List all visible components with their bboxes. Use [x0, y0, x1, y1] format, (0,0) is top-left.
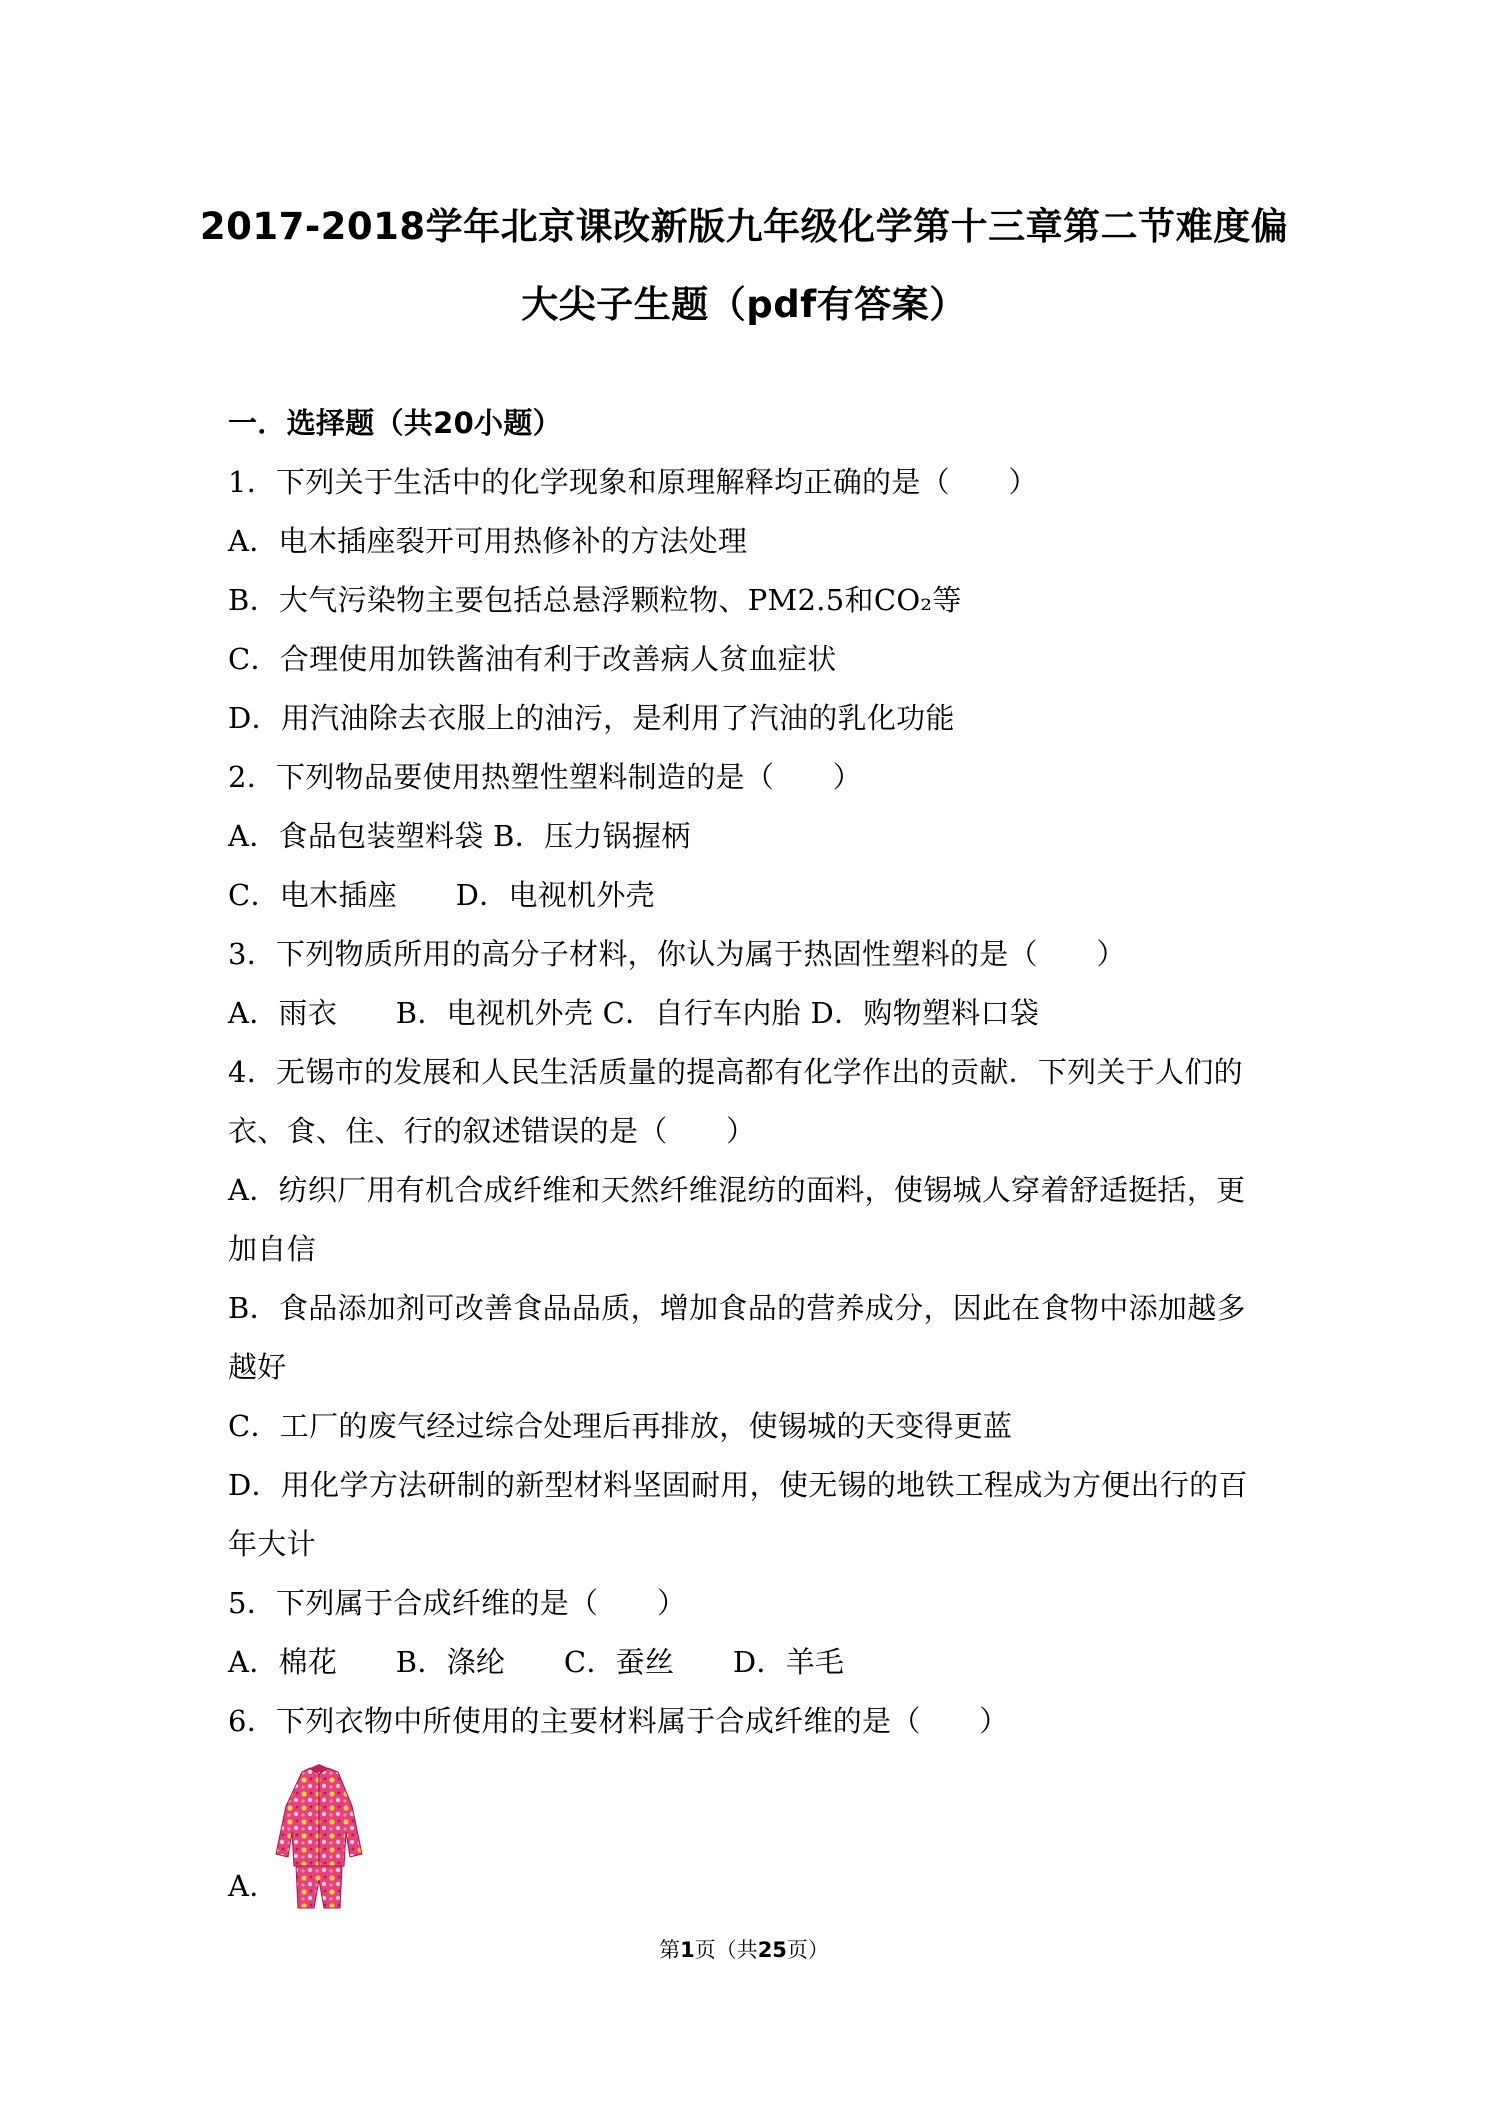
question-1-stem: 1．下列关于生活中的化学现象和原理解释均正确的是（ ）	[228, 465, 1038, 499]
question-2-options-ab: A．食品包装塑料袋 B．压力锅握柄	[228, 819, 691, 853]
document-title-line-1: 2017-2018学年北京课改新版九年级化学第十三章第二节难度偏	[199, 205, 1289, 248]
footer-page-number: 1	[680, 1938, 695, 1962]
footer-total-pages: 25	[757, 1938, 787, 1962]
document-title-line-2: 大尖子生题（pdf有答案）	[521, 283, 967, 326]
footer-suffix: 页）	[786, 1938, 829, 1962]
question-1-option-b: B．大气污染物主要包括总悬浮颗粒物、PM2.5和CO₂等	[228, 583, 962, 617]
page-footer	[0, 1934, 1488, 1964]
question-3-stem: 3．下列物质所用的高分子材料，你认为属于热固性塑料的是（ ）	[228, 937, 1126, 971]
question-3-options: A．雨衣 B．电视机外壳 C．自行车内胎 D．购物塑料口袋	[228, 996, 1040, 1030]
question-4-option-a-line-2: 加自信	[228, 1232, 316, 1266]
question-6-option-a-label: A．	[228, 1869, 279, 1903]
question-4-stem-line-2: 衣、食、住、行的叙述错误的是（ ）	[228, 1114, 756, 1148]
garment-image	[272, 1762, 366, 1912]
question-6-stem: 6．下列衣物中所使用的主要材料属于合成纤维的是（ ）	[228, 1704, 1009, 1738]
footer-prefix: 第	[659, 1938, 681, 1962]
question-2-stem: 2．下列物品要使用热塑性塑料制造的是（ ）	[228, 760, 863, 794]
question-4-option-d-line-2: 年大计	[228, 1527, 316, 1561]
question-4-option-b-line-1: B．食品添加剂可改善食品品质，增加食品的营养成分，因此在食物中添加越多	[228, 1291, 1246, 1325]
question-4-option-d-line-1: D．用化学方法研制的新型材料坚固耐用，使无锡的地铁工程成为方便出行的百	[228, 1468, 1248, 1502]
footer-middle: 页（共	[694, 1938, 758, 1962]
question-5-options: A．棉花 B．涤纶 C．蚕丝 D．羊毛	[228, 1645, 845, 1679]
question-5-stem: 5．下列属于合成纤维的是（ ）	[228, 1586, 687, 1620]
question-2-options-cd: C．电木插座 D．电视机外壳	[228, 878, 655, 912]
question-1-option-d: D．用汽油除去衣服上的油污，是利用了汽油的乳化功能	[228, 701, 955, 735]
question-4-option-b-line-2: 越好	[228, 1350, 287, 1384]
question-4-stem-line-1: 4．无锡市的发展和人民生活质量的提高都有化学作出的贡献．下列关于人们的	[228, 1055, 1243, 1089]
question-4-option-a-line-1: A．纺织厂用有机合成纤维和天然纤维混纺的面料，使锡城人穿着舒适挺括，更	[228, 1173, 1246, 1207]
section-heading: 一．选择题（共20小题）	[228, 406, 562, 440]
question-1-option-c: C．合理使用加铁酱油有利于改善病人贫血症状	[228, 642, 837, 676]
question-4-option-c: C．工厂的废气经过综合处理后再排放，使锡城的天变得更蓝	[228, 1409, 1013, 1443]
question-1-option-a: A．电木插座裂开可用热修补的方法处理	[228, 524, 748, 558]
